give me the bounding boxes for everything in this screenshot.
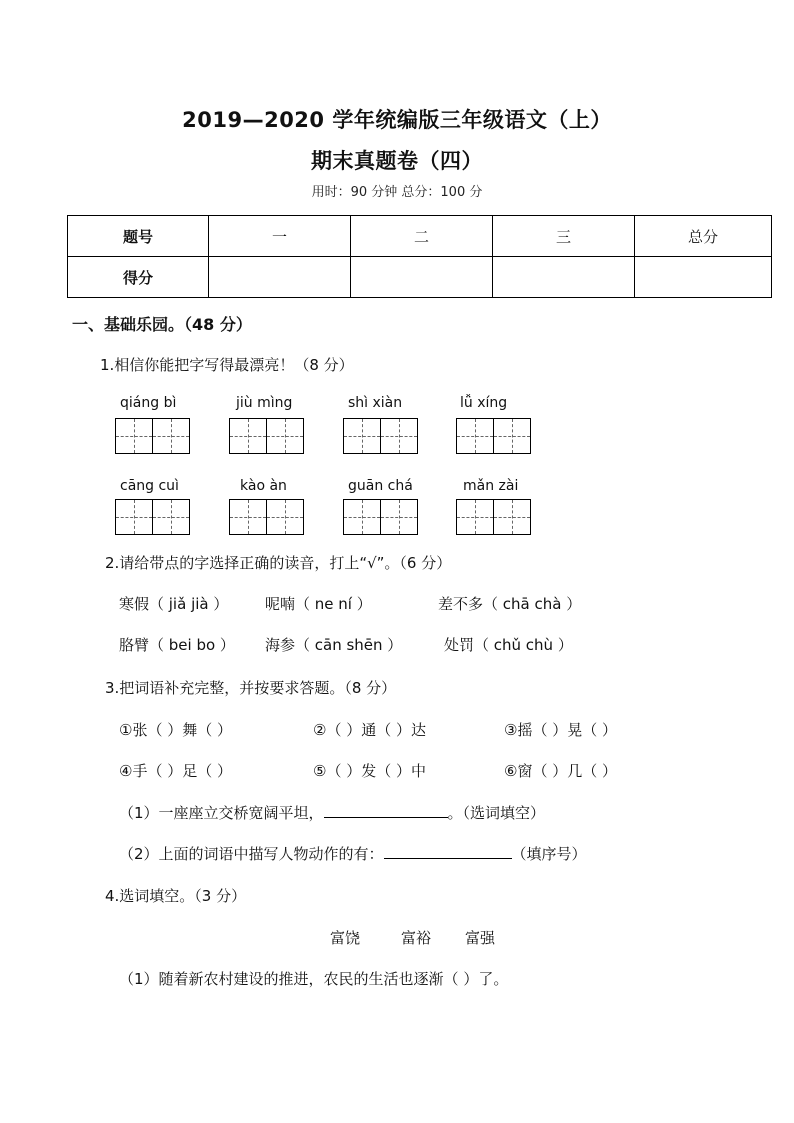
q3-item[interactable]: ⑥窗（ ）几（ ） [504,762,617,780]
pinyin-label: cāng cuì [120,478,179,494]
q4-prompt: 4.选词填空。（3 分） [105,887,247,905]
q2-item[interactable]: 海参（ cān shēn ） [265,636,403,654]
score-cell[interactable] [635,257,772,298]
score-cell[interactable] [351,257,493,298]
exam-subtitle: 用时：90 分钟 总分：100 分 [311,185,483,200]
pinyin-label: shì xiàn [348,395,403,411]
score-col-1: 一 [209,216,351,257]
q2-prompt: 2.请给带点的字选择正确的读音，打上“√”。（6 分） [105,554,452,572]
q3-sub1 [119,802,545,823]
q3-sub1-end: 。（选词填空） [447,804,546,822]
q3-item[interactable]: ⑤（ ）发（ ）中 [313,762,426,780]
score-cell[interactable] [493,257,635,298]
score-table-score-row [68,257,772,298]
score-col-total: 总分 [635,216,772,257]
q3-item[interactable]: ③摇（ ）晃（ ） [504,721,617,739]
pinyin-label: guān chá [348,478,413,494]
q3-sub1-text: （1）一座座立交桥宽阔平坦， [119,804,324,822]
q2-item[interactable]: 处罚（ chǔ chù ） [444,636,573,654]
q4-word: 富裕 [401,929,432,947]
writing-grid[interactable] [343,499,419,535]
score-table [67,215,772,298]
q4-sub1[interactable]: （1）随着新农村建设的推进，农民的生活也逐渐（ ）了。 [119,970,509,988]
q3-item[interactable]: ①张（ ）舞（ ） [119,721,232,739]
q2-item[interactable]: 呢喃（ ne ní ） [265,595,372,613]
q4-word: 富强 [465,929,496,947]
pinyin-label: qiáng bì [120,395,177,411]
score-col-3: 三 [493,216,635,257]
score-col-2: 二 [351,216,493,257]
q3-item[interactable]: ②（ ）通（ ）达 [313,721,426,739]
writing-grid[interactable] [115,418,191,454]
q3-sub2 [119,843,587,864]
q3-prompt: 3.把词语补充完整，并按要求答题。（8 分） [105,679,397,697]
q3-item[interactable]: ④手（ ）足（ ） [119,762,232,780]
q1-prompt: 1.相信你能把字写得最漂亮！（8 分） [100,356,354,374]
score-table-header-row [68,216,772,257]
writing-grid[interactable] [456,418,532,454]
pinyin-label: lǚ xíng [460,395,508,411]
q2-item[interactable]: 差不多（ chā chà ） [438,595,582,613]
q3-sub1-blank[interactable] [324,803,448,818]
writing-grid[interactable] [229,499,305,535]
pinyin-label: mǎn zài [463,478,519,494]
q4-word: 富饶 [330,929,361,947]
q2-item[interactable]: 胳臂（ bei bo ） [119,636,235,654]
title-line2: 期末真题卷（四） [311,149,483,173]
score-row-label: 得分 [68,257,209,298]
score-cell[interactable] [209,257,351,298]
q3-sub2-end: （填序号） [511,845,587,863]
pinyin-label: jiù mìng [236,395,293,411]
writing-grid[interactable] [343,418,419,454]
writing-grid[interactable] [456,499,532,535]
pinyin-label: kào àn [240,478,287,494]
writing-grid[interactable] [229,418,305,454]
q2-item[interactable]: 寒假（ jiǎ jià ） [119,595,229,613]
score-table-header-label: 题号 [68,216,209,257]
section1-heading: 一、基础乐园。（48 分） [72,315,252,334]
q3-sub2-text: （2）上面的词语中描写人物动作的有： [119,845,384,863]
writing-grid[interactable] [115,499,191,535]
title-line1: 2019—2020 学年统编版三年级语文（上） [182,108,612,132]
q3-sub2-blank[interactable] [384,844,512,859]
